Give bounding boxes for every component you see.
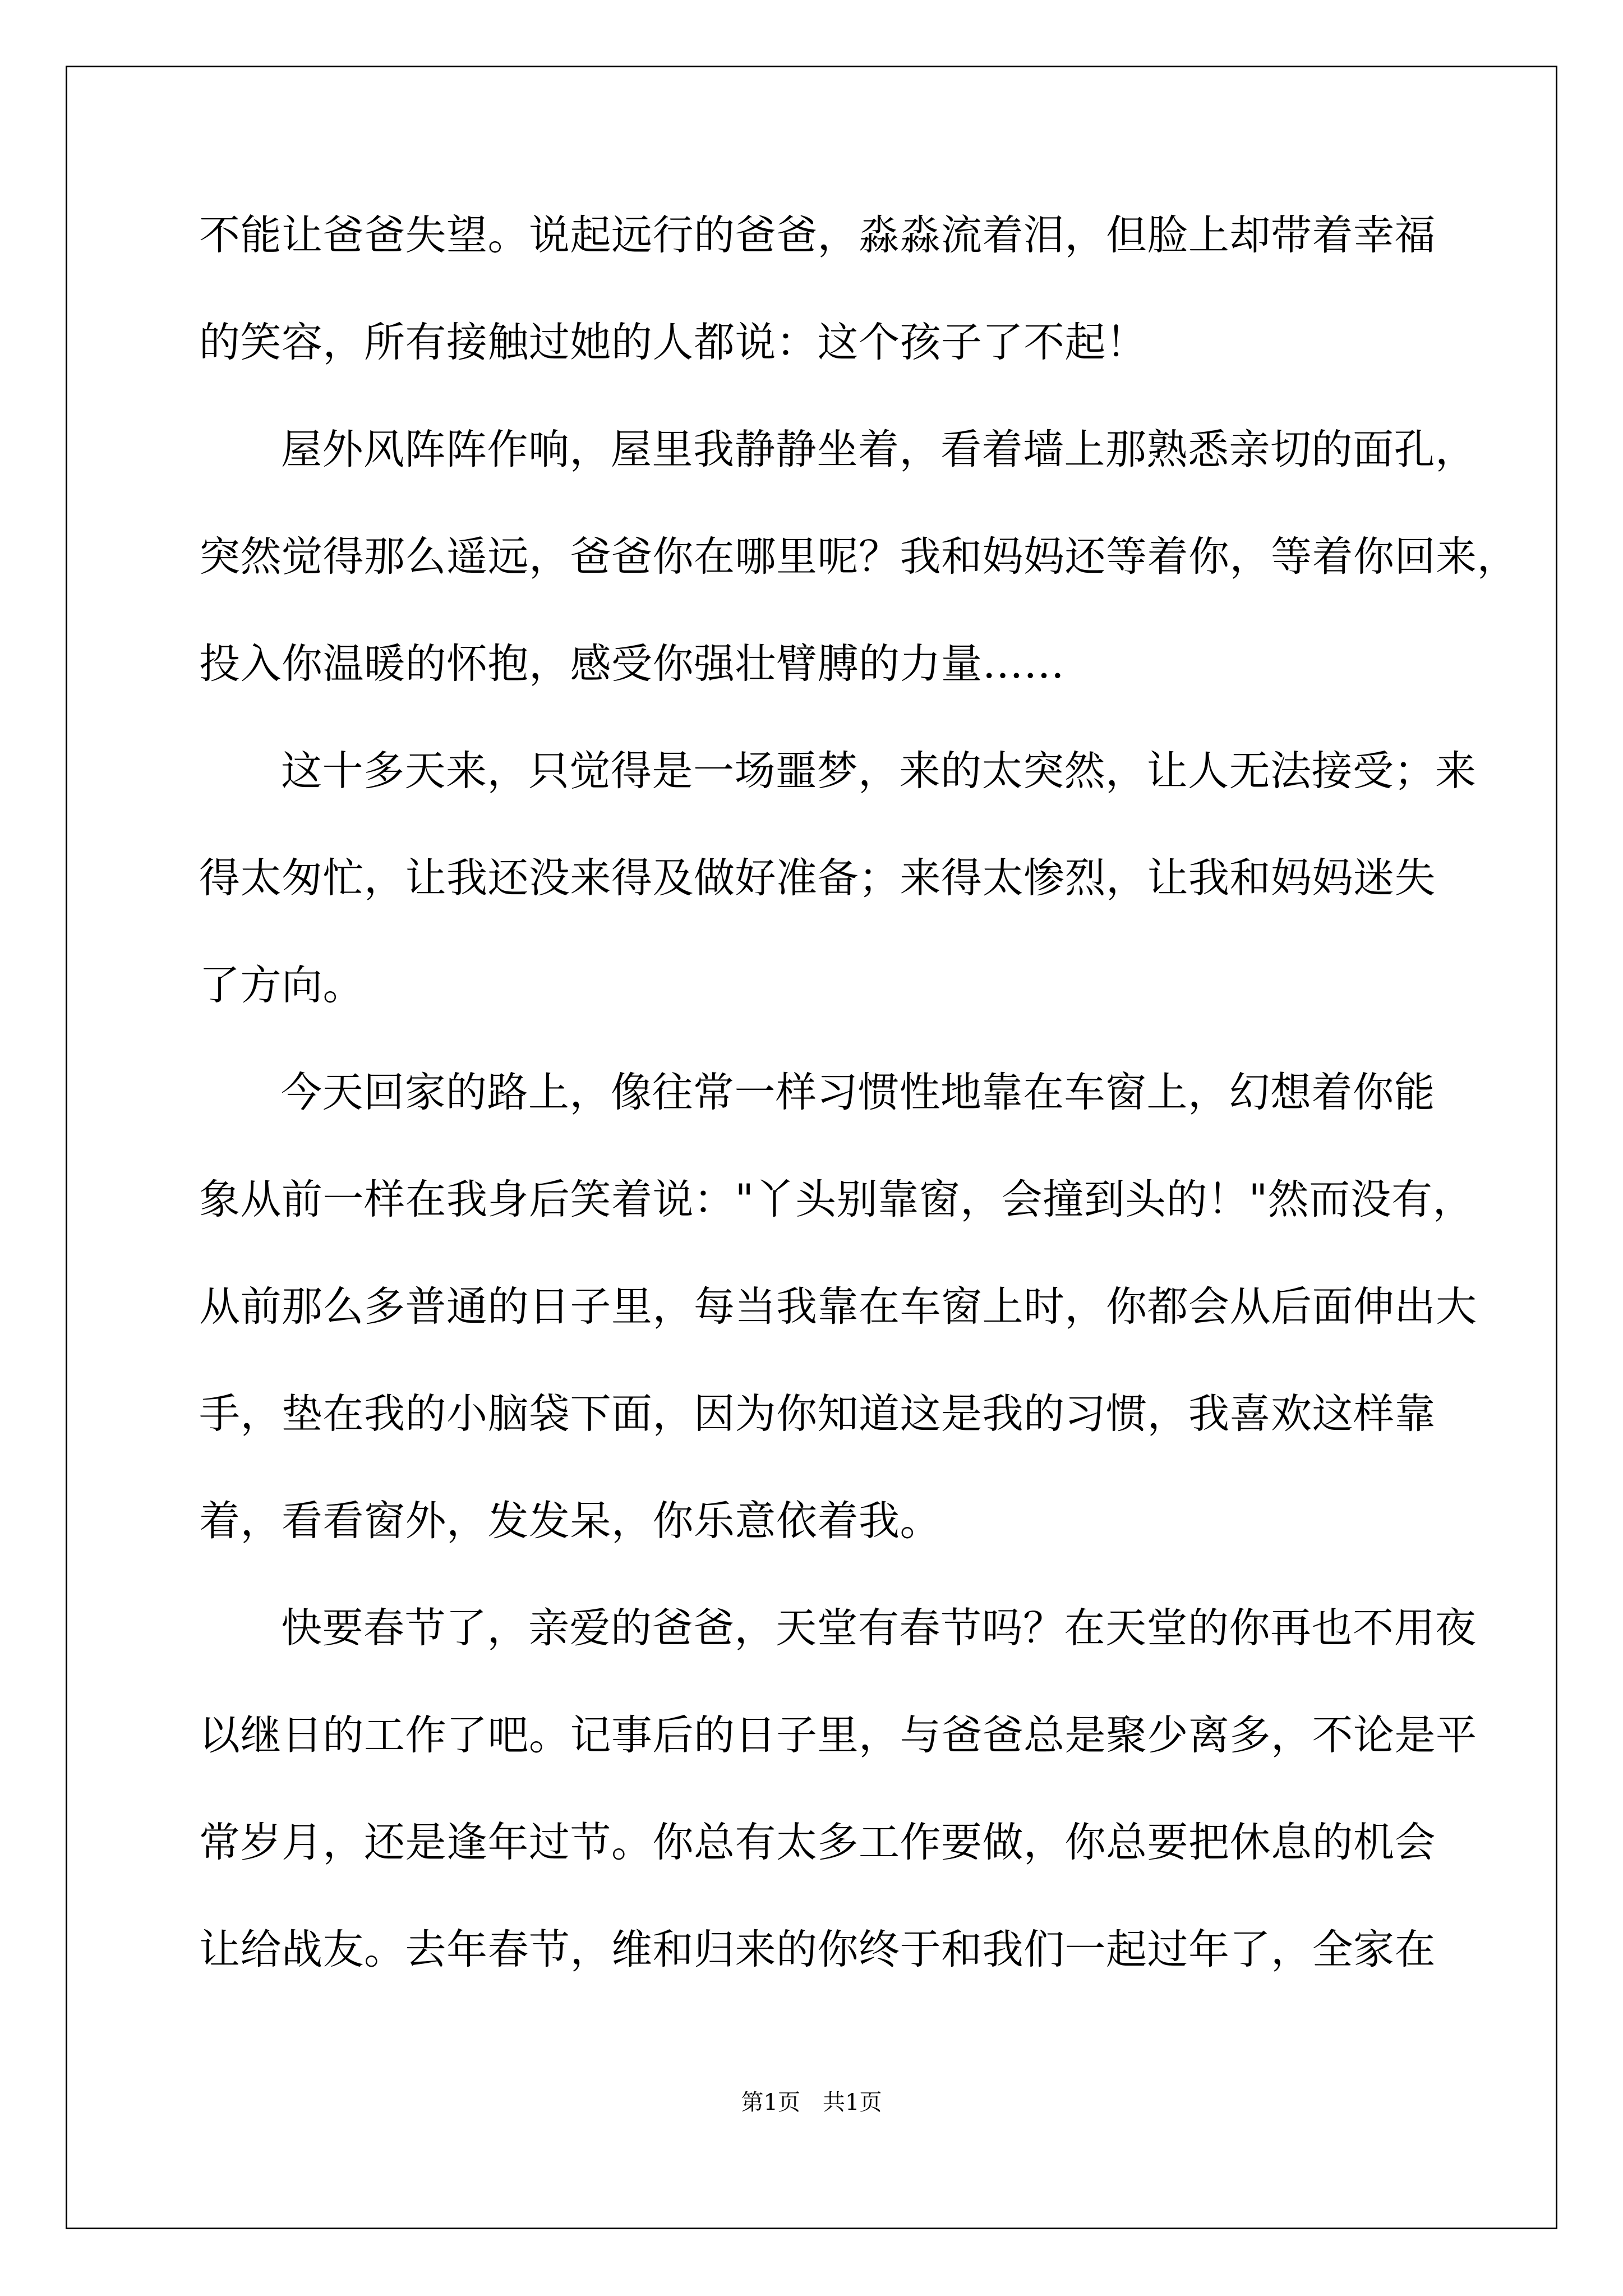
text-line: 突然觉得那么遥远，爸爸你在哪里呢？我和妈妈还等着你，等着你回来， bbox=[199, 533, 1518, 581]
text-line: 得太匆忙，让我还没来得及做好准备；来得太惨烈，让我和妈妈迷失 bbox=[199, 854, 1436, 902]
text-line: 手，垫在我的小脑袋下面，因为你知道这是我的习惯，我喜欢这样靠 bbox=[199, 1390, 1436, 1438]
text-line: 以继日的工作了吧。记事后的日子里，与爸爸总是聚少离多，不论是平 bbox=[199, 1711, 1477, 1759]
text-line: 投入你温暖的怀抱，感受你强壮臂膊的力量…… bbox=[199, 640, 1065, 688]
text-line: 常岁月，还是逢年过节。你总有太多工作要做，你总要把休息的机会 bbox=[199, 1819, 1436, 1866]
paragraph-start-line: 这十多天来，只觉得是一场噩梦，来的太突然，让人无法接受；来 bbox=[281, 747, 1477, 795]
text-line: 的笑容，所有接触过她的人都说：这个孩子了不起！ bbox=[199, 319, 1147, 366]
page-number-footer: 第1页 共1页 bbox=[741, 2090, 882, 2115]
text-line: 着，看看窗外，发发呆，你乐意依着我。 bbox=[199, 1497, 941, 1545]
text-line: 不能让爸爸失望。说起远行的爸爸，淼淼流着泪，但脸上却带着幸福 bbox=[199, 211, 1436, 259]
paragraph-start-line: 屋外风阵阵作响，屋里我静静坐着，看着墙上那熟悉亲切的面孔， bbox=[281, 426, 1477, 473]
paragraph-start-line: 今天回家的路上，像往常一样习惯性地靠在车窗上，幻想着你能 bbox=[281, 1069, 1435, 1116]
text-line: 从前那么多普通的日子里，每当我靠在车窗上时，你都会从后面伸出大 bbox=[199, 1283, 1477, 1331]
paragraph-start-line: 快要春节了，亲爱的爸爸，天堂有春节吗？在天堂的你再也不用夜 bbox=[281, 1604, 1477, 1652]
text-line: 了方向。 bbox=[199, 961, 364, 1009]
text-line: 让给战友。去年春节，维和归来的你终于和我们一起过年了，全家在 bbox=[199, 1926, 1436, 1973]
document-body bbox=[199, 211, 1518, 2035]
text-line: 象从前一样在我身后笑着说："丫头别靠窗，会撞到头的！"然而没有， bbox=[199, 1176, 1474, 1223]
